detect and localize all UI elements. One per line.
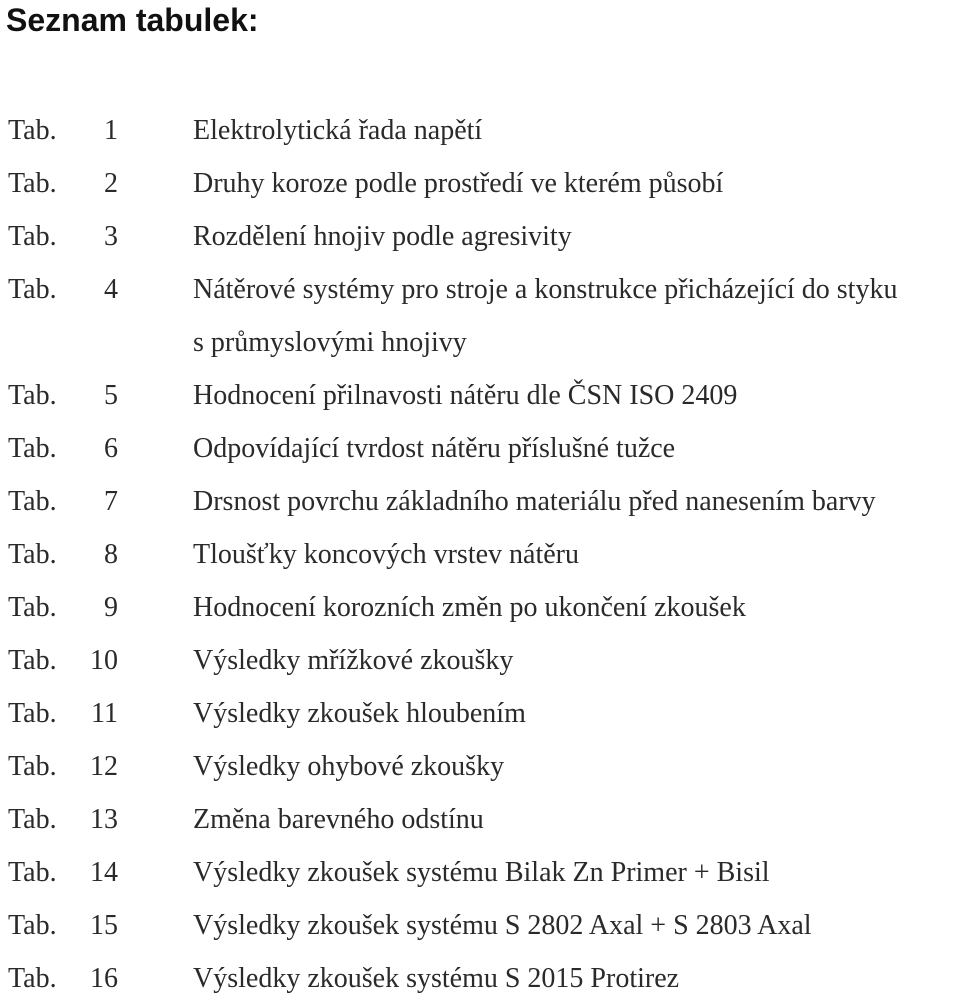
table-title [118,740,960,793]
table-number: 1 [104,115,118,146]
table-number: 5 [104,380,118,411]
table-title-line: Výsledky zkoušek systému Bilak Zn Primer + Bisil [193,857,770,888]
table-title [118,157,960,210]
table-prefix: Tab. [8,486,57,517]
table-prefix: Tab. [8,221,57,252]
table-prefix: Tab. [8,857,57,888]
table-title-line: Drsnost povrchu základního materiálu před nanesením barvy [193,486,876,517]
table-title-line: Hodnocení korozních změn po ukončení zkoušek [193,592,746,623]
table-prefix: Tab. [8,539,57,570]
table-prefix: Tab. [8,274,57,305]
table-title [118,687,960,740]
list-of-tables [0,104,960,1005]
table-prefix: Tab. [8,698,57,729]
table-title [118,581,960,634]
table-list-entry [0,740,960,793]
table-title-line: Výsledky mřížkové zkoušky [193,645,514,676]
table-list-entry [0,157,960,210]
table-title [118,634,960,687]
table-list-entry [0,687,960,740]
table-list-entry [0,528,960,581]
table-title [118,210,960,263]
table-title [118,952,960,1005]
table-prefix: Tab. [8,910,57,941]
table-list-entry [0,634,960,687]
table-title [118,475,960,528]
table-title-line: Nátěrové systémy pro stroje a konstrukce přicházející do styku [193,274,898,305]
table-title-line: Rozdělení hnojiv podle agresivity [193,221,572,252]
table-number: 14 [90,857,118,888]
table-title-line: Výsledky zkoušek systému S 2015 Protirez [193,963,680,994]
table-list-entry [0,475,960,528]
table-number: 11 [91,698,118,729]
table-list-entry [0,369,960,422]
table-number: 12 [90,751,118,782]
table-title [118,846,960,899]
table-number: 16 [90,963,118,994]
table-number: 6 [104,433,118,464]
table-number: 3 [104,221,118,252]
table-list-entry [0,581,960,634]
table-number: 15 [90,910,118,941]
table-title-line: Výsledky zkoušek systému S 2802 Axal + S 2803 Axal [193,910,812,941]
table-list-entry [0,952,960,1005]
table-title [118,263,960,369]
table-prefix: Tab. [8,751,57,782]
table-prefix: Tab. [8,115,57,146]
table-list-entry [0,104,960,157]
table-title [118,422,960,475]
table-list-entry [0,422,960,475]
table-title-line: Hodnocení přilnavosti nátěru dle ČSN ISO 2409 [193,380,738,411]
table-number: 2 [104,168,118,199]
table-number: 7 [104,486,118,517]
table-number: 13 [90,804,118,835]
table-list-entry [0,846,960,899]
table-title [118,899,960,952]
table-title-line: Elektrolytická řada napětí [193,115,483,146]
list-of-tables-heading: Seznam tabulek: [6,2,259,38]
table-prefix: Tab. [8,592,57,623]
table-number: 4 [104,274,118,305]
table-title-line: Změna barevného odstínu [193,804,484,835]
table-title [118,528,960,581]
table-title [118,104,960,157]
table-prefix: Tab. [8,963,57,994]
table-list-entry [0,263,960,369]
table-prefix: Tab. [8,804,57,835]
table-list-entry [0,793,960,846]
table-title-line: Druhy koroze podle prostředí ve kterém působí [193,168,724,199]
table-number: 9 [104,592,118,623]
table-title-line: Odpovídající tvrdost nátěru příslušné tužce [193,433,676,464]
table-number: 10 [90,645,118,676]
table-title-line: s průmyslovými hnojivy [193,327,467,358]
table-prefix: Tab. [8,645,57,676]
table-prefix: Tab. [8,433,57,464]
table-title-line: Tloušťky koncových vrstev nátěru [193,539,579,570]
table-title-line: Výsledky ohybové zkoušky [193,751,505,782]
table-list-entry [0,210,960,263]
table-number: 8 [104,539,118,570]
table-title [118,369,960,422]
table-title [118,793,960,846]
table-list-entry [0,899,960,952]
table-prefix: Tab. [8,380,57,411]
table-prefix: Tab. [8,168,57,199]
table-title-line: Výsledky zkoušek hloubením [193,698,526,729]
